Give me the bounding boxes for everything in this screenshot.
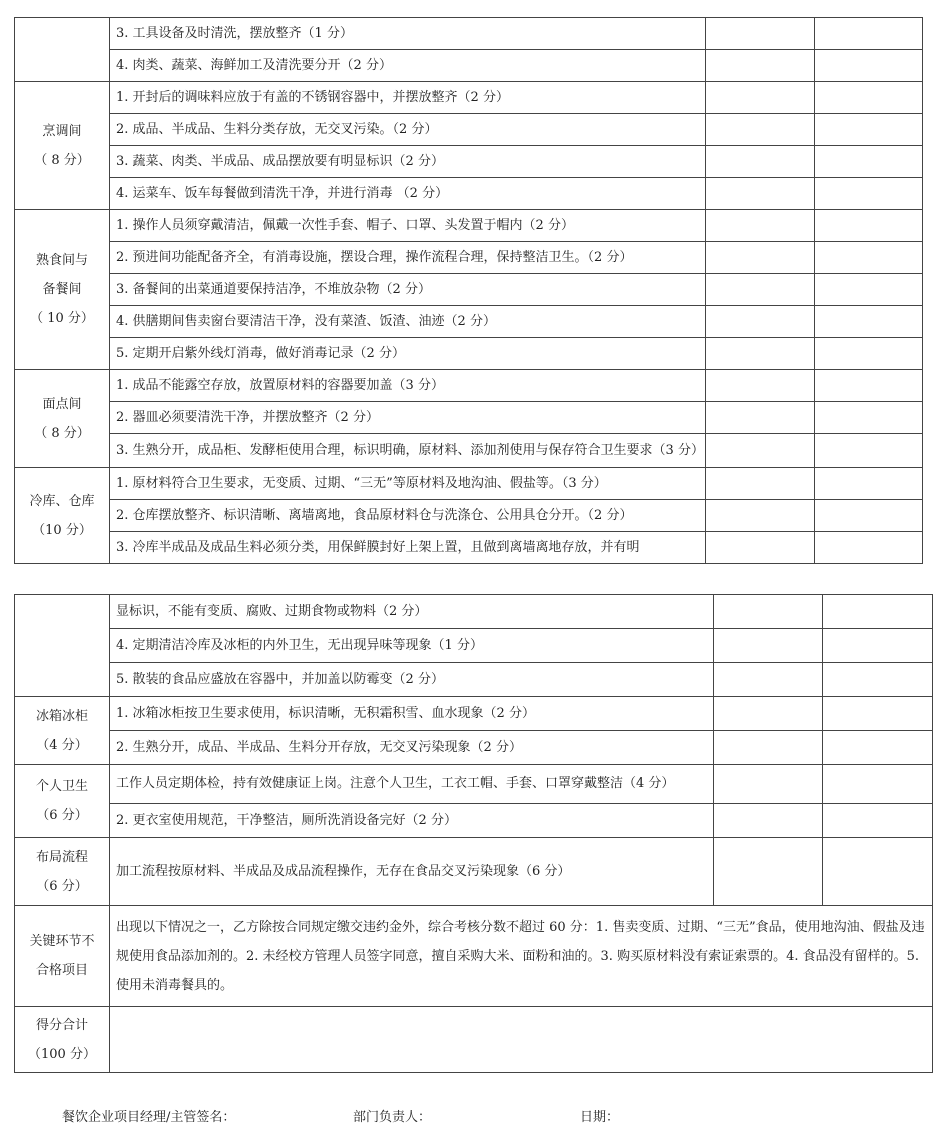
category-name: 冷库、仓库	[29, 493, 95, 509]
score-cell[interactable]	[706, 210, 815, 242]
item-text: 5. 散装的食品应盛放在容器中，并加盖以防霉变（2 分）	[110, 663, 714, 697]
category-name: 面点间	[42, 396, 82, 412]
table-row	[15, 402, 923, 434]
remark-cell[interactable]	[815, 370, 923, 402]
remark-cell[interactable]	[815, 18, 923, 50]
remark-cell[interactable]	[815, 242, 923, 274]
item-text: 2. 更衣室使用规范，干净整洁，厕所洗消设备完好（2 分）	[110, 804, 714, 838]
category-score: （ 8 分）	[34, 425, 90, 441]
category-name: 合格项目	[35, 963, 88, 978]
item-text: 2. 成品、半成品、生料分类存放，无交叉污染。（2 分）	[110, 114, 706, 146]
total-score-input[interactable]	[110, 1007, 933, 1073]
remark-cell[interactable]	[815, 306, 923, 338]
category-cell	[15, 18, 110, 82]
remark-cell[interactable]	[823, 765, 933, 804]
table-row	[15, 114, 923, 146]
score-cell[interactable]	[714, 697, 823, 731]
table-row	[15, 765, 933, 804]
category-score: （6 分）	[36, 878, 88, 894]
remark-cell[interactable]	[823, 663, 933, 697]
table-row	[15, 306, 923, 338]
remark-cell[interactable]	[823, 731, 933, 765]
category-cell	[15, 370, 110, 468]
remark-cell[interactable]	[815, 338, 923, 370]
score-cell[interactable]	[706, 18, 815, 50]
score-cell[interactable]	[714, 838, 823, 906]
table-row	[15, 82, 923, 114]
item-text: 4. 运菜车、饭车每餐做到清洗干净，并进行消毒 （2 分）	[110, 178, 706, 210]
category-cell	[15, 906, 110, 1007]
remark-cell[interactable]	[823, 629, 933, 663]
score-cell[interactable]	[714, 663, 823, 697]
manager-signature-label: 餐饮企业项目经理/主管签名：	[62, 1110, 236, 1125]
category-name: 烹调间	[42, 123, 82, 139]
table-row	[15, 146, 923, 178]
remark-cell[interactable]	[815, 50, 923, 82]
remark-cell[interactable]	[823, 595, 933, 629]
score-cell[interactable]	[706, 306, 815, 338]
item-text: 1. 成品不能露空存放，放置原材料的容器要加盖（3 分）	[110, 370, 706, 402]
score-cell[interactable]	[706, 500, 815, 532]
table-row	[15, 434, 923, 468]
table-row	[15, 18, 923, 50]
remark-cell[interactable]	[815, 274, 923, 306]
item-text: 1. 冰箱冰柜按卫生要求使用，标识清晰，无积霜积雪、血水现象（2 分）	[110, 697, 714, 731]
table-row	[15, 500, 923, 532]
key-failure-text: 出现以下情况之一，乙方除按合同规定缴交违约金外，综合考核分数不超过 60 分：1. 售卖变质、过期、“三无”食品，使用地沟油、假盐及违规使用食品添加剂的。2. 未经校方管理人员签字同意，擅自采购大米、面粉和油的。3. 购买原材料没有索证索票的。4. 食品没有留样的。5. 使用未消毒餐具的。	[110, 906, 933, 1007]
score-cell[interactable]	[714, 765, 823, 804]
score-cell[interactable]	[706, 468, 815, 500]
table-row	[15, 663, 933, 697]
item-text: 4. 肉类、蔬菜、海鲜加工及清洗要分开（2 分）	[110, 50, 706, 82]
score-cell[interactable]	[714, 804, 823, 838]
category-cell	[15, 595, 110, 697]
remark-cell[interactable]	[815, 210, 923, 242]
remark-cell[interactable]	[815, 468, 923, 500]
table-row	[15, 338, 923, 370]
score-cell[interactable]	[706, 242, 815, 274]
item-text: 1. 操作人员须穿戴清洁，佩戴一次性手套、帽子、口罩、头发置于帽内（2 分）	[110, 210, 706, 242]
score-cell[interactable]	[706, 274, 815, 306]
remark-cell[interactable]	[823, 838, 933, 906]
category-name: 备餐间	[42, 282, 82, 297]
score-cell[interactable]	[714, 595, 823, 629]
date-label: 日期：	[580, 1110, 620, 1125]
table-row	[15, 1007, 933, 1073]
table-row	[15, 595, 933, 629]
table-row	[15, 838, 933, 906]
category-score: （ 10 分）	[30, 311, 94, 326]
inspection-table-part1	[14, 17, 923, 564]
item-text: 4. 定期清洁冷库及冰柜的内外卫生，无出现异味等现象（1 分）	[110, 629, 714, 663]
category-name: 冰箱冰柜	[35, 708, 88, 724]
category-name: 关键环节不	[29, 934, 95, 949]
item-text: 2. 器皿必须要清洗干净，并摆放整齐（2 分）	[110, 402, 706, 434]
category-score: （10 分）	[32, 522, 92, 538]
item-text: 2. 仓库摆放整齐、标识清晰、离墙离地，食品原材料仓与洗涤仓、公用具仓分开。（2 分）	[110, 500, 706, 532]
item-text: 3. 工具设备及时清洗，摆放整齐（1 分）	[110, 18, 706, 50]
table-row	[15, 210, 923, 242]
category-score: （ 8 分）	[34, 152, 90, 168]
table-row	[15, 906, 933, 1007]
item-text: 3. 生熟分开，成品柜、发酵柜使用合理，标识明确，原材料、添加剂使用与保存符合卫生要求（3 分）	[110, 434, 706, 468]
inspection-table-part2	[14, 594, 933, 1073]
score-cell[interactable]	[706, 82, 815, 114]
remark-cell[interactable]	[823, 804, 933, 838]
table-row	[15, 804, 933, 838]
item-text: 1. 开封后的调味料应放于有盖的不锈钢容器中，并摆放整齐（2 分）	[110, 82, 706, 114]
item-text: 2. 生熟分开，成品、半成品、生料分开存放，无交叉污染现象（2 分）	[110, 731, 714, 765]
score-cell[interactable]	[706, 338, 815, 370]
table-row	[15, 242, 923, 274]
table-row	[15, 178, 923, 210]
total-label: 得分合计	[35, 1017, 88, 1033]
remark-cell[interactable]	[815, 146, 923, 178]
department-head-label: 部门负责人：	[353, 1110, 432, 1125]
table-row	[15, 532, 923, 564]
score-cell[interactable]	[706, 114, 815, 146]
table-row	[15, 731, 933, 765]
category-cell	[15, 468, 110, 564]
score-cell[interactable]	[706, 402, 815, 434]
remark-cell[interactable]	[815, 532, 923, 564]
score-cell[interactable]	[706, 532, 815, 564]
score-cell[interactable]	[706, 434, 815, 468]
score-cell[interactable]	[714, 731, 823, 765]
item-text: 3. 蔬菜、肉类、半成品、成品摆放要有明显标识（2 分）	[110, 146, 706, 178]
category-cell	[15, 765, 110, 838]
remark-cell[interactable]	[815, 114, 923, 146]
score-cell[interactable]	[714, 629, 823, 663]
category-name: 布局流程	[35, 849, 88, 865]
category-cell	[15, 210, 110, 370]
category-cell	[15, 82, 110, 210]
item-text: 4. 供膳期间售卖窗台要清洁干净，没有菜渣、饭渣、油迹（2 分）	[110, 306, 706, 338]
remark-cell[interactable]	[815, 500, 923, 532]
category-cell	[15, 838, 110, 906]
score-cell[interactable]	[706, 50, 815, 82]
item-text: 加工流程按原材料、半成品及成品流程操作，无存在食品交叉污染现象（6 分）	[110, 838, 714, 906]
item-text: 2. 预进间功能配备齐全，有消毒设施，摆设合理，操作流程合理，保持整洁卫生。（2 分）	[110, 242, 706, 274]
item-text: 工作人员定期体检，持有效健康证上岗。注意个人卫生，工衣工帽、手套、口罩穿戴整洁（4 分）	[110, 765, 714, 804]
remark-cell[interactable]	[815, 82, 923, 114]
item-text: 1. 原材料符合卫生要求，无变质、过期、“三无”等原材料及地沟油、假盐等。（3 分）	[110, 468, 706, 500]
category-score: （4 分）	[36, 737, 88, 753]
table-row	[15, 370, 923, 402]
table-row	[15, 629, 933, 663]
table-row	[15, 274, 923, 306]
item-text: 显标识，不能有变质、腐败、过期食物或物料（2 分）	[110, 595, 714, 629]
score-cell[interactable]	[706, 146, 815, 178]
table-row	[15, 468, 923, 500]
category-name: 熟食间与	[35, 253, 88, 268]
remark-cell[interactable]	[815, 402, 923, 434]
category-cell	[15, 1007, 110, 1073]
table-row	[15, 697, 933, 731]
item-text: 5. 定期开启紫外线灯消毒，做好消毒记录（2 分）	[110, 338, 706, 370]
score-cell[interactable]	[706, 370, 815, 402]
category-cell	[15, 697, 110, 765]
category-name: 个人卫生	[35, 779, 88, 794]
remark-cell[interactable]	[823, 697, 933, 731]
table-row	[15, 50, 923, 82]
total-score: （100 分）	[28, 1046, 96, 1062]
category-score: （6 分）	[36, 808, 88, 823]
item-text: 3. 备餐间的出菜通道要保持洁净，不堆放杂物（2 分）	[110, 274, 706, 306]
remark-cell[interactable]	[815, 434, 923, 468]
remark-cell[interactable]	[815, 178, 923, 210]
item-text: 3. 冷库半成品及成品生料必须分类，用保鲜膜封好上架上置，且做到离墙离地存放，并有明	[110, 532, 706, 564]
score-cell[interactable]	[706, 178, 815, 210]
